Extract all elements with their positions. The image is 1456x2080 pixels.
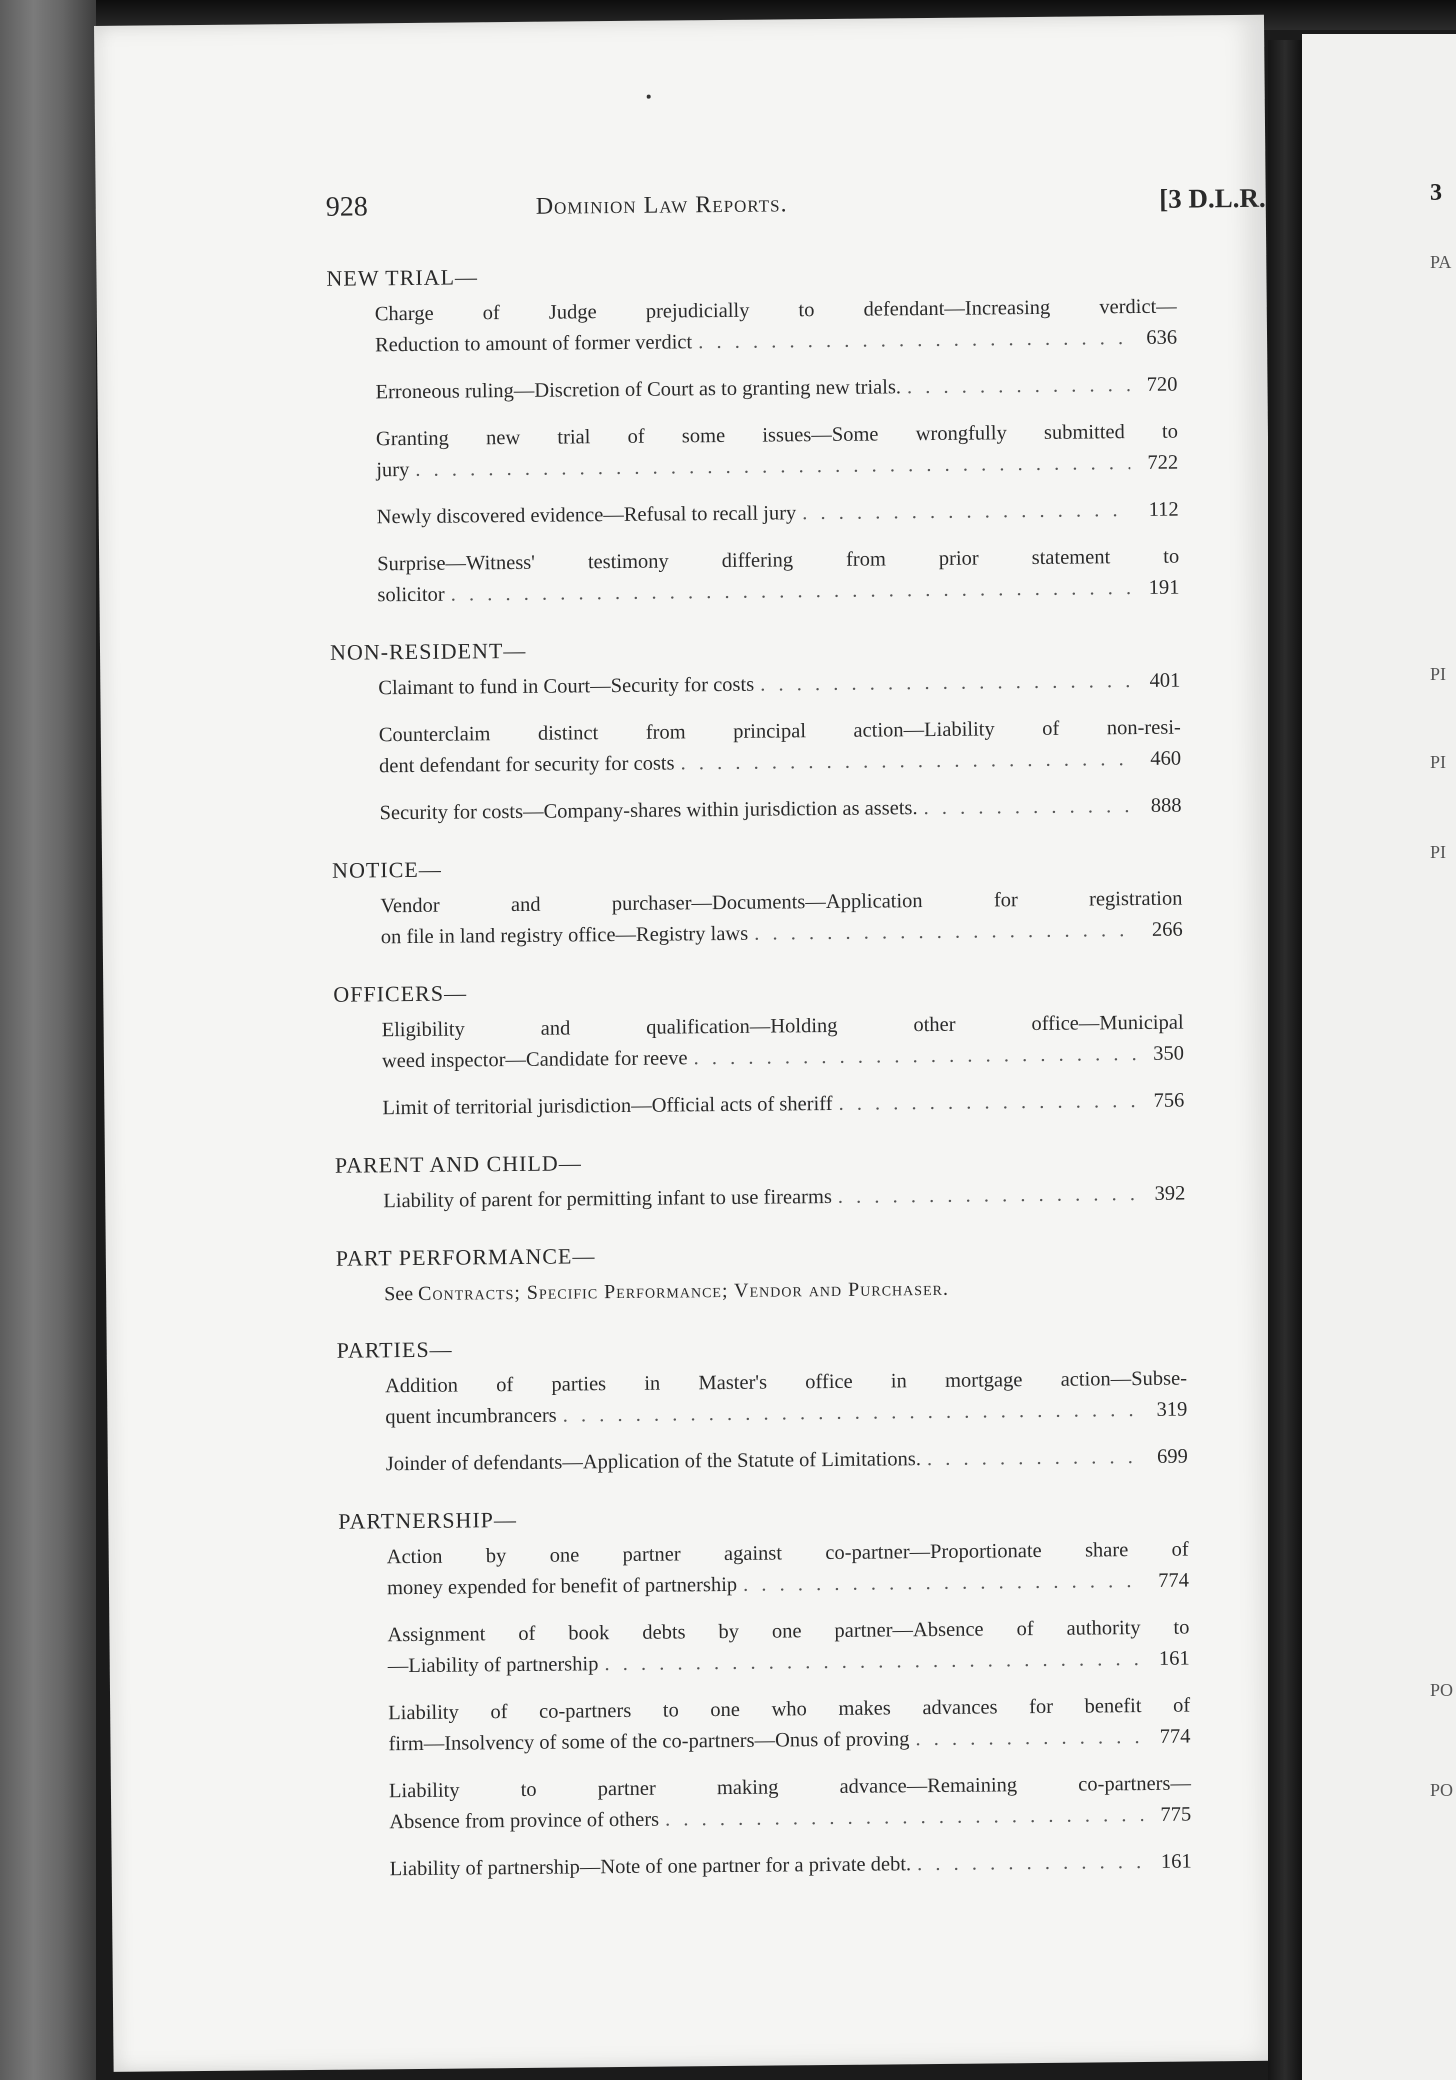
left-page: [94, 15, 1284, 2072]
entry-text-line: Surprise—Witness' testimony differing from prior statement to: [377, 545, 1180, 576]
index-entry: [378, 666, 1180, 705]
volume-reference: [3 D.L.R.: [1159, 182, 1266, 214]
index-entry: [390, 1847, 1192, 1886]
section-heading: NOTICE—: [331, 856, 442, 883]
entry-text: Security for costs—Company-shares within jurisdiction as assets.: [379, 797, 918, 825]
section-heading: NEW TRIAL—: [326, 264, 479, 291]
index-entry: [382, 1086, 1184, 1125]
entry-last-line: [382, 1086, 1184, 1125]
section-heading: PARENT AND CHILD—: [334, 1150, 582, 1178]
page-reference: 722: [1147, 451, 1179, 474]
entry-text: solicitor: [377, 583, 445, 607]
index-entry: [387, 1535, 1190, 1605]
index-section: [326, 256, 1179, 612]
index-entry: [389, 1769, 1192, 1839]
entry-text: money expended for benefit of partnership: [386, 1573, 738, 1600]
index-content: [326, 256, 1192, 1912]
dot-leader: [917, 1847, 1144, 1880]
index-entry: [376, 417, 1179, 487]
entry-text-line: Addition of parties in Master's office in mortgage action—Subse-: [384, 1367, 1188, 1398]
entry-text-line: Counterclaim distinct from principal action—Liability of non-resi-: [378, 716, 1181, 747]
page-number: 928: [325, 191, 368, 223]
index-section: [338, 1499, 1192, 1886]
index-entry: [380, 884, 1183, 954]
entry-text: on file in land registry office—Registry laws: [380, 922, 749, 949]
section-heading: PARTIES—: [336, 1336, 453, 1363]
print-speck: [647, 95, 651, 99]
dot-leader: [698, 323, 1129, 358]
entry-text-line: Liability of co-partners to one who makes advances for benefit of: [388, 1694, 1191, 1725]
index-entry: [383, 1179, 1185, 1218]
dot-leader: [693, 1039, 1136, 1074]
entry-text: dent defendant for security for costs: [379, 752, 675, 778]
dot-leader: [563, 1395, 1140, 1432]
page-reference: 191: [1148, 576, 1180, 599]
right-page-fragment: PI: [1430, 842, 1447, 862]
index-entry: [377, 542, 1180, 612]
dot-leader: [680, 744, 1133, 779]
page-reference: 775: [1160, 1803, 1192, 1826]
index-entry: [386, 1442, 1188, 1481]
entry-last-line: [378, 666, 1180, 705]
entry-last-line: [379, 791, 1181, 830]
entry-text: Liability of parent for permitting infant to use firearms: [383, 1185, 832, 1213]
section-heading: PART PERFORMANCE—: [335, 1243, 596, 1271]
index-section: [330, 630, 1182, 830]
index-entry: [375, 370, 1177, 409]
entry-text-line: Charge of Judge prejudicially to defendant—Increasing verdict—: [374, 295, 1177, 326]
index-section: [335, 1143, 1186, 1218]
page-reference: 112: [1148, 498, 1179, 521]
page-reference: 636: [1146, 326, 1178, 349]
entry-last-line: [383, 1179, 1185, 1218]
dot-leader: [665, 1800, 1143, 1836]
entry-text-line: Liability to partner making advance—Remaining co-partners—: [388, 1772, 1192, 1803]
index-entry: [382, 1008, 1185, 1078]
page-reference: 161: [1158, 1647, 1190, 1670]
see-also-reference: [384, 1272, 1186, 1310]
index-entry: [379, 713, 1182, 783]
page-reference: 774: [1158, 1569, 1190, 1592]
page-reference: 161: [1160, 1850, 1192, 1873]
right-page-fragment: PI: [1430, 752, 1447, 772]
entry-text-line: Eligibility and qualification—Holding other office—Municipal: [381, 1011, 1184, 1042]
page-reference: 460: [1150, 747, 1182, 770]
dot-leader: [923, 791, 1133, 824]
entry-text: Reduction to amount of former verdict: [374, 331, 693, 357]
page-reference: 266: [1151, 918, 1183, 941]
page-reference: 401: [1149, 669, 1181, 692]
entry-text: Limit of territorial jurisdiction—Official acts of sheriff: [382, 1092, 833, 1120]
dot-leader: [743, 1566, 1141, 1601]
entry-text: weed inspector—Candidate for reeve: [381, 1047, 688, 1073]
entry-text-line: Vendor and purchaser—Documents—Application for registration: [380, 887, 1183, 918]
index-entry: [379, 791, 1181, 830]
page-reference: 774: [1159, 1725, 1191, 1748]
index-entry: [387, 1613, 1190, 1683]
right-page-edge: [1302, 34, 1456, 2080]
entry-text: Claimant to fund in Court—Security for costs: [378, 673, 755, 700]
page-reference: 756: [1153, 1089, 1185, 1112]
index-entry: [388, 1691, 1191, 1761]
index-entry: [385, 1364, 1188, 1434]
running-title: Dominion Law Reports.: [535, 191, 788, 220]
index-section: [337, 1328, 1188, 1481]
book-binding-edge: [0, 0, 96, 2080]
index-entry: [377, 495, 1179, 534]
page-reference: 392: [1154, 1182, 1186, 1205]
dot-leader: [754, 915, 1135, 950]
entry-last-line: [386, 1442, 1188, 1481]
entry-text: Newly discovered evidence—Refusal to recall jury: [376, 502, 797, 529]
dot-leader: [907, 370, 1130, 403]
entry-last-line: [390, 1847, 1192, 1886]
section-heading: OFFICERS—: [333, 980, 468, 1007]
dot-leader: [451, 573, 1132, 611]
right-page-fragment: PI: [1430, 664, 1447, 684]
right-page-fragment: PO: [1430, 1780, 1454, 1800]
entry-last-line: [377, 495, 1179, 534]
index-entry: [375, 292, 1178, 362]
entry-text-line: Granting new trial of some issues—Some wrongfully submitted to: [375, 420, 1179, 451]
index-section: [332, 848, 1183, 954]
section-heading: NON-RESIDENT—: [329, 637, 527, 665]
right-page-fragment: PA: [1430, 252, 1452, 272]
index-section: [333, 972, 1184, 1125]
dot-leader: [927, 1442, 1140, 1475]
index-section: [336, 1236, 1187, 1310]
page-reference: 720: [1146, 373, 1178, 396]
entry-text: Liability of partnership—Note of one partner for a private debt.: [389, 1853, 912, 1881]
dot-leader: [838, 1179, 1138, 1213]
dot-leader: [760, 666, 1132, 701]
entry-text-line: Assignment of book debts by one partner—Absence of authority to: [387, 1616, 1190, 1647]
page-reference: 699: [1156, 1445, 1188, 1468]
entry-text: firm—Insolvency of some of the co-partners—Onus of proving: [388, 1728, 910, 1756]
right-page-fragment: PO: [1430, 1680, 1454, 1700]
entry-last-line: [375, 370, 1177, 409]
right-page-number: 3: [1430, 180, 1442, 206]
section-heading: PARTNERSHIP—: [338, 1507, 518, 1534]
entry-text: Absence from province of others: [389, 1808, 660, 1834]
entry-text: jury: [376, 458, 410, 482]
running-header: [326, 183, 1266, 232]
dot-leader: [915, 1722, 1142, 1755]
see-prefix: See: [384, 1282, 414, 1306]
see-references: Contracts; Specific Performance; Vendor and Purchaser.: [417, 1277, 950, 1305]
entry-text: —Liability of partnership: [387, 1653, 599, 1678]
book-gutter: [1268, 40, 1302, 2080]
entry-text: quent incumbrancers: [385, 1404, 557, 1429]
entry-text-line: Action by one partner against co-partner—Proportionate share of: [386, 1538, 1189, 1569]
entry-text: Erroneous ruling—Discretion of Court as to granting new trials.: [375, 376, 902, 404]
dot-leader: [838, 1086, 1136, 1120]
page-reference: 888: [1150, 794, 1182, 817]
entry-text: Joinder of defendants—Application of the Statute of Limitations.: [385, 1448, 922, 1476]
page-reference: 319: [1156, 1398, 1188, 1421]
page-reference: 350: [1153, 1042, 1185, 1065]
dot-leader: [604, 1644, 1142, 1680]
dot-leader: [802, 495, 1131, 529]
